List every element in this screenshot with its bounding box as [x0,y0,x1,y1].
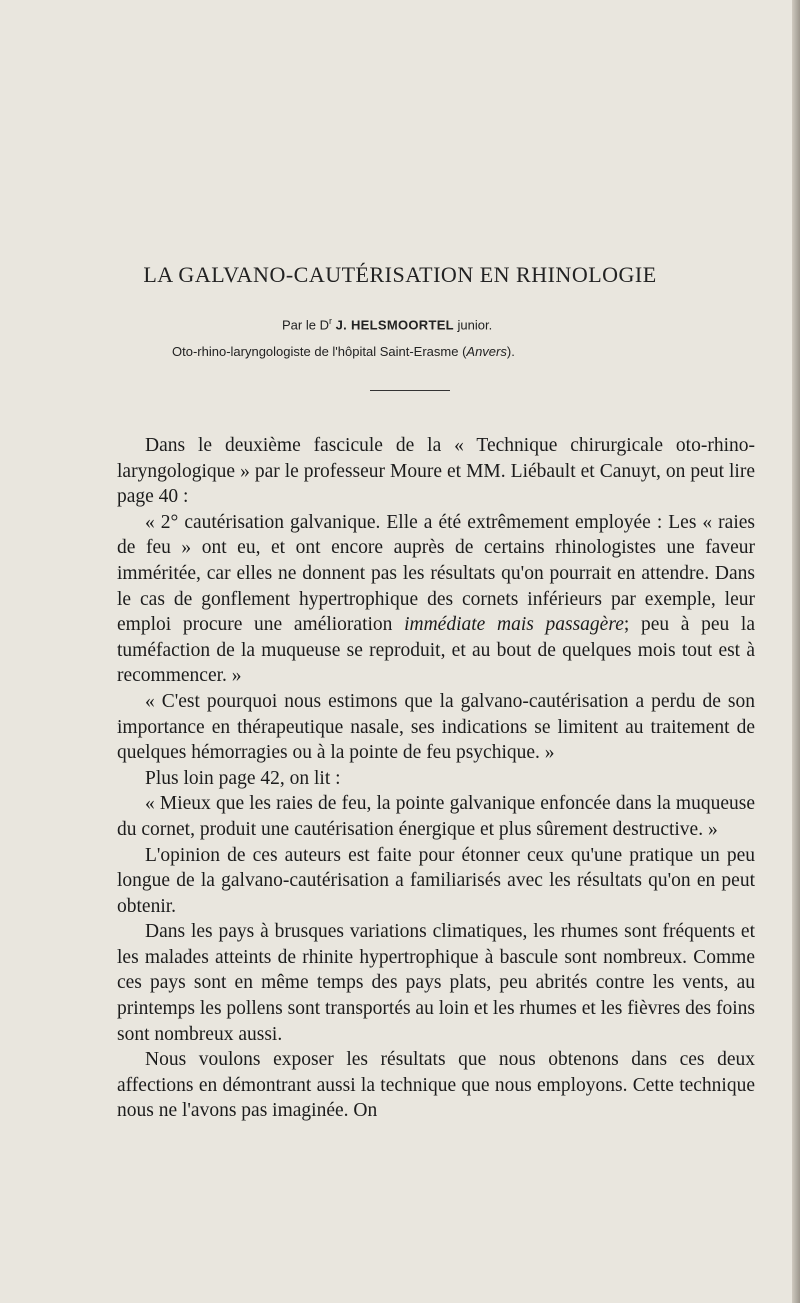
byline-sup: r [328,316,332,326]
paragraph-text: Dans les pays à brusques variations climatiques, les rhumes sont fréquents et les malades atteints de rhinite hypertrophique à bascule sont nombreux. Comme ces pays sont en même temps des pays plats, peu abrités contre les vents, au printemps les pollens sont transportés au loin et les rhumes et les fièvres des foins sont nombreux aussi. [117,921,755,1045]
byline [282,316,492,332]
byline-prefix: Par le D [282,317,329,333]
affiliation-suffix: ). [506,344,515,359]
paragraph-5 [117,791,755,842]
paragraph-8 [117,1047,755,1124]
article-title: LA GALVANO-CAUTÉRISATION EN RHINOLOGIE [143,262,657,287]
paragraph-text: Nous voulons exposer les résultats que nous obtenons dans ces deux affections en démontrant aussi la technique que nous employons. Cette technique nous ne l'avons pas imaginée. On [117,1049,755,1122]
title-divider [370,390,450,391]
paragraph-text: Dans le deuxième fascicule de la « Technique chirurgicale oto-rhino-laryngologique » par le professeur Moure et MM. Liébault et Canuyt, on peut lire page 40 : [117,435,755,508]
author-suffix: junior. [453,317,493,333]
affiliation-city: Anvers [466,344,507,359]
article-body [117,433,755,1124]
paragraph-1 [117,433,755,510]
paragraph-text: L'opinion de ces auteurs est faite pour étonner ceux qu'une pratique un peu longue de la galvano-cautérisation a familiarisés avec les résultats qu'on en peut obtenir. [117,844,755,917]
paragraph-emphasis: immédiate mais passagère [404,614,624,636]
paragraph-text: « C'est pourquoi nous estimons que la galvano-cautérisation a perdu de son importance en thérapeutique nasale, ses indications se limitent au traitement de quelques hémorragies ou à la pointe de feu psychique. » [117,690,755,764]
affiliation-prefix: Oto-rhino-laryngologiste de l'hôpital Saint-Erasme ( [172,344,467,359]
affiliation [172,344,515,359]
paragraph-2 [117,510,755,689]
paragraph-4 [117,766,755,792]
paragraph-7 [117,919,755,1047]
paragraph-3 [117,689,755,766]
paragraph-text: Plus loin page 42, on lit : [145,767,341,789]
author-name: J. HELSMOORTEL [335,317,454,333]
paragraph-text: « 2° cautérisation galvanique. Elle a été extrêmement employée : Les « raies de feu » ont eu, et ont encore auprès de certains rhinologistes une faveur imméritée, car elles ne donnent pas les résultats qu'on pourrait en attendre. Dans le cas de gonflement hypertrophique des cornets inférieurs par exemple, leur emploi procure une amélioration [117,511,755,636]
paragraph-text: « Mieux que les raies de feu, la pointe galvanique enfoncée dans la muqueuse du cornet, produit une cautérisation énergique et plus sûrement destructive. » [117,793,755,840]
page-edge-shadow [792,0,800,1303]
paragraph-text: ; peu à peu la tuméfaction de la muqueuse se reproduit, et au bout de quelques mois tout est à recommencer. » [117,614,755,687]
paragraph-6 [117,843,755,920]
